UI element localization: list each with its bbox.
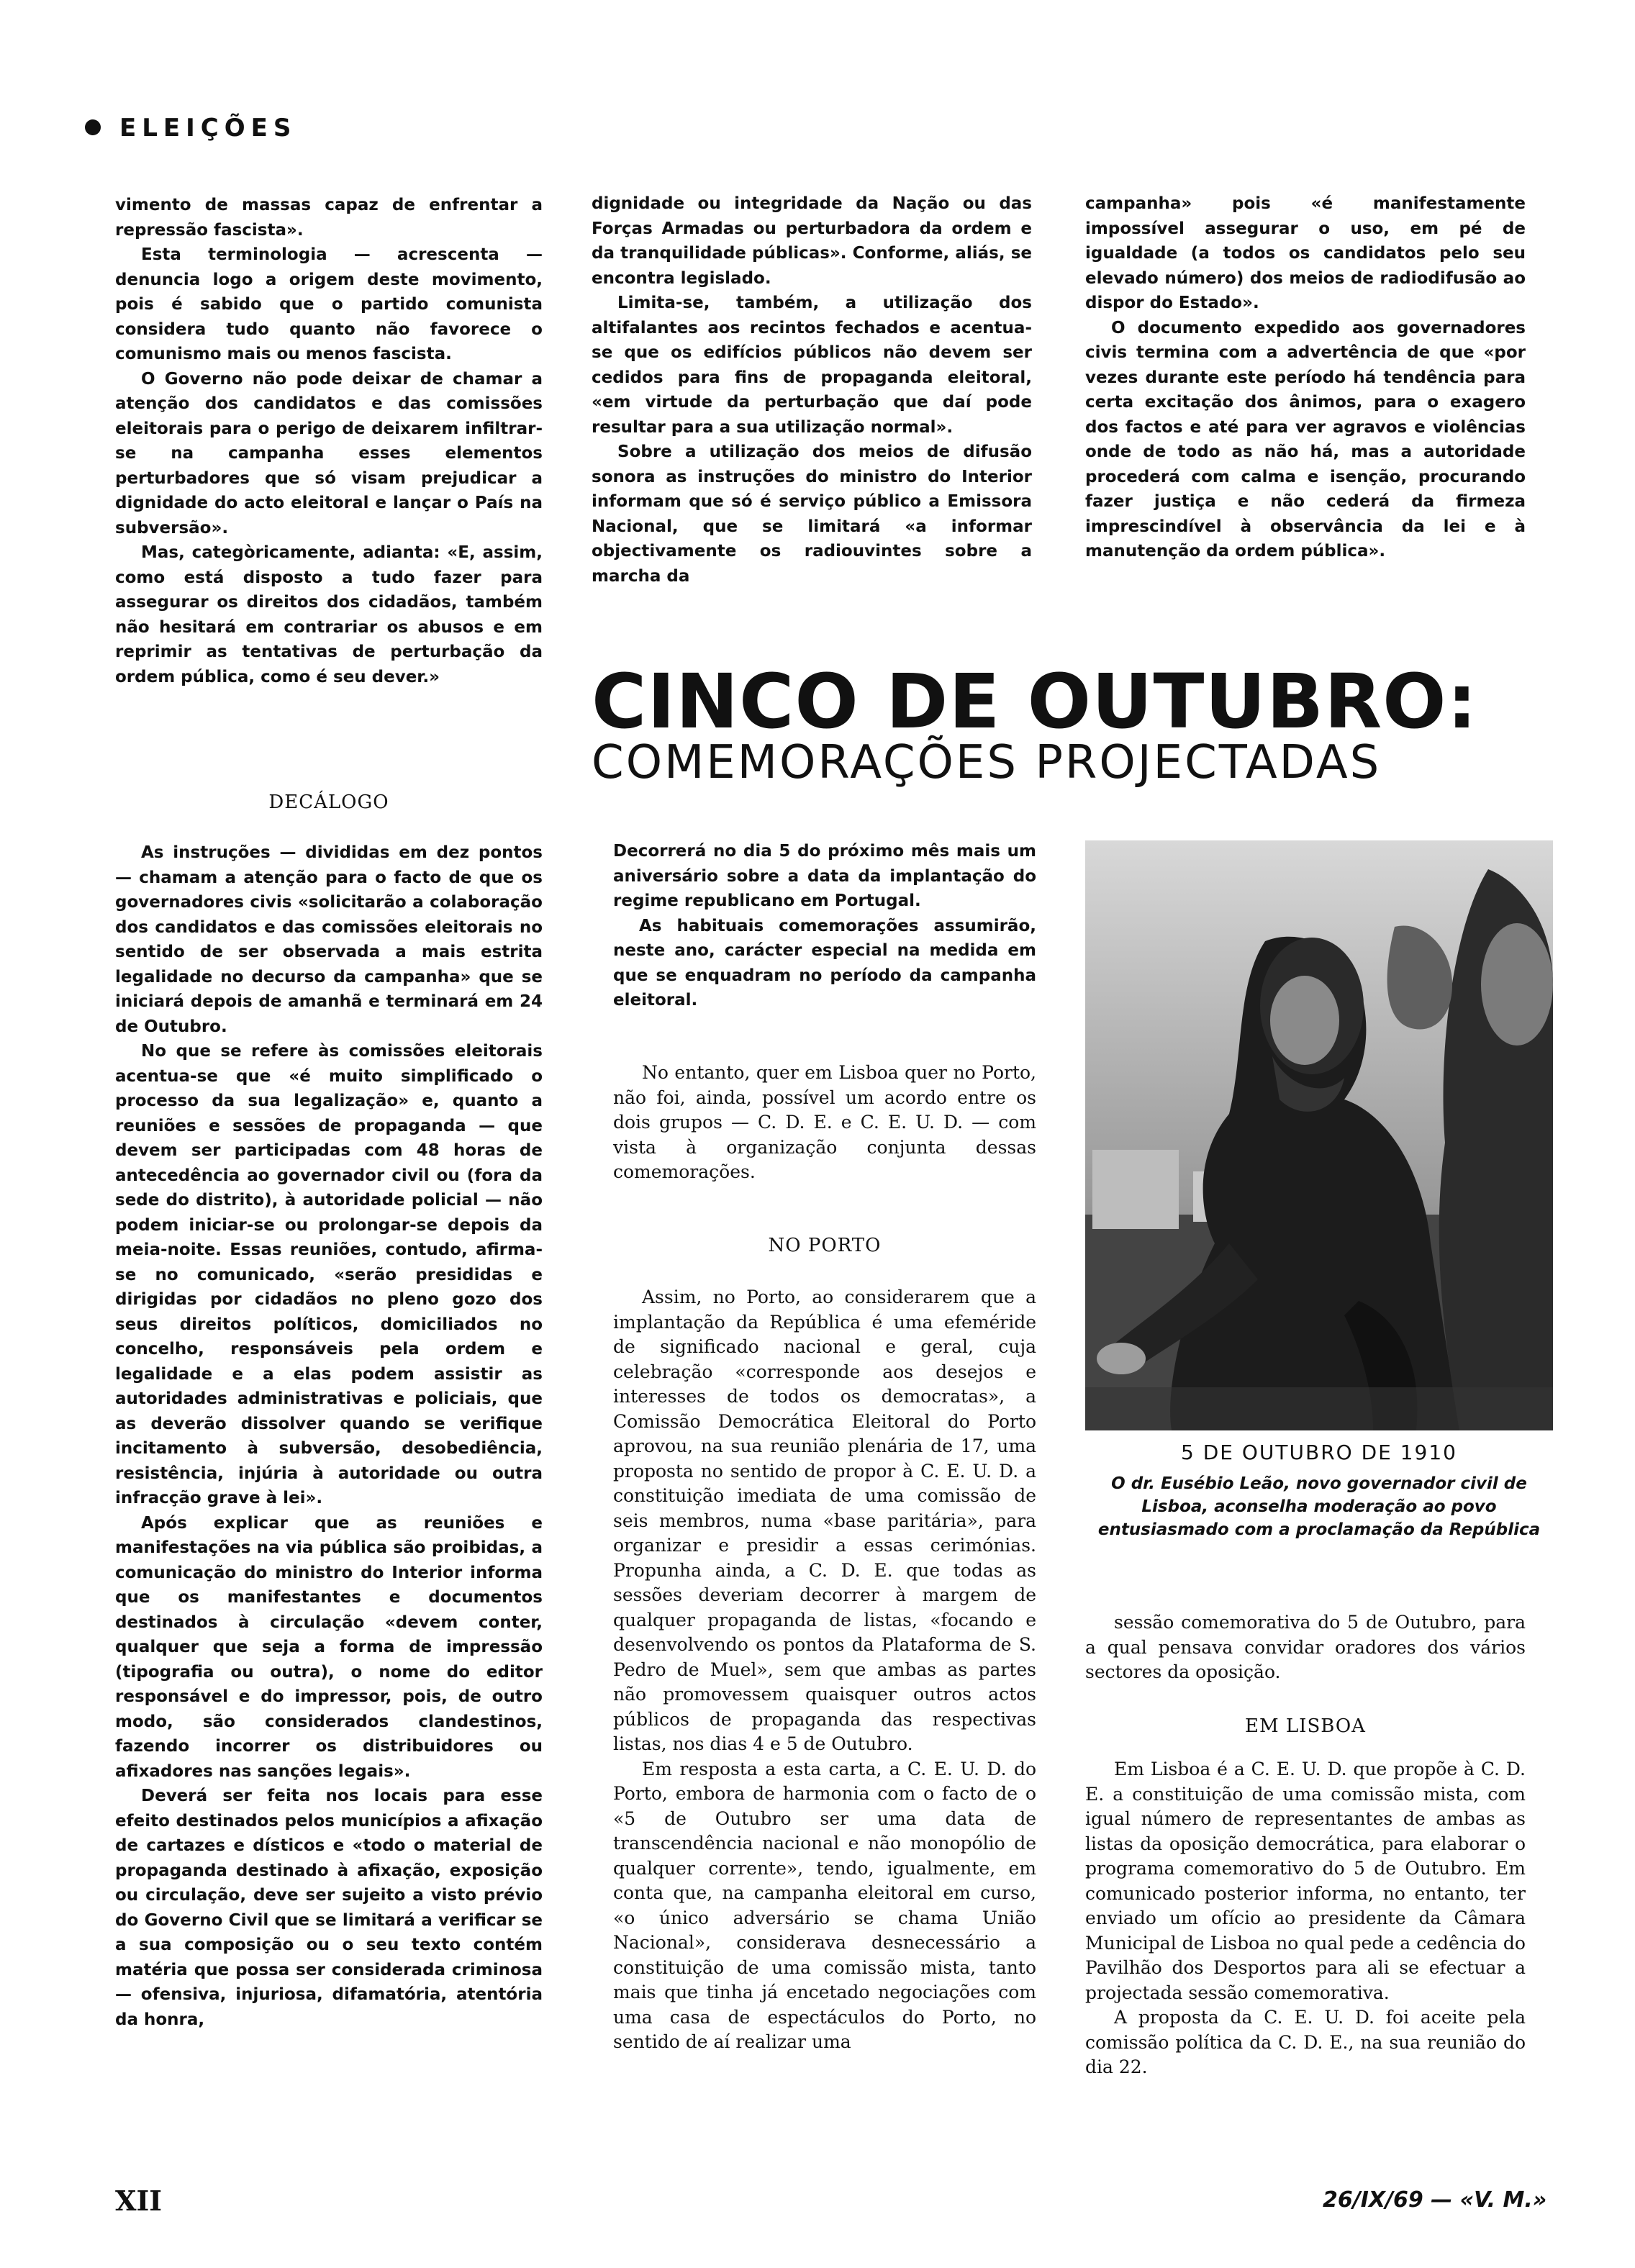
bullet-icon	[85, 119, 101, 135]
paragraph: O documento expedido aos governadores civis termina com a advertência de que «por vezes durante este período há tendência para certa excitação dos ânimos, para o exagero dos factos e até para ver agravos e violências onde de todo as não há, mas a autoridade procederá com calma e isenção, procurando fazer justiça e não cederá da firmeza imprescindível à observância da lei e à manutenção da ordem pública».	[1085, 318, 1526, 561]
headline-line2: COMEMORAÇÕES PROJECTADAS	[592, 736, 1382, 789]
column2-top	[592, 191, 1032, 589]
column1-bottom	[115, 840, 543, 2032]
subhead-lisboa: EM LISBOA	[1245, 1715, 1366, 1737]
headline-line1: CINCO DE OUTUBRO:	[592, 658, 1478, 745]
paragraph: As habituais comemorações assumirão, neste ano, carácter especial na medida em que se enquadram no período da campanha eleitoral.	[613, 916, 1036, 1010]
paragraph: A proposta da C. E. U. D. foi aceite pela comissão política da C. D. E., na sua reunião do dia 22.	[1085, 2007, 1526, 2077]
article-lead	[613, 839, 1036, 1013]
issue-mark: 26/IX/69 — «V. M.»	[1323, 2187, 1547, 2213]
column2-intro	[613, 1061, 1036, 1185]
paragraph: Sobre a utilização dos meios de difusão sonora as instruções do ministro do Interior informam que só é serviço público a Emissora Nacional, que se limitará «a informar objectivamente os radiouvintes sobre a marcha da	[592, 443, 1032, 586]
historical-photo	[1085, 840, 1553, 1430]
paragraph: Em resposta a esta carta, a C. E. U. D. do Porto, embora de harmonia com o facto de o «5 de Outubro ser uma data de transcendência nacional e não monopólio de qualquer corrente», tendo, igualmente, em conta que, na campanha eleitoral em curso, «o único adversário se chama União Nacional», considerava desnecessário a constituição de uma comissão mista, tanto mais que tinha já encetado negociações com uma casa de espectáculos do Porto, no sentido de aí realizar uma	[613, 1758, 1036, 2052]
paragraph: As instruções — divididas em dez pontos — chamam a atenção para o facto de que os governadores civis «solicitarão a colaboração dos candidatos e das comissões eleitorais no sentido de ser observada a mais estrita legalidade no decurso da campanha» que se iniciará depois de amanhã e terminará em 24 de Outubro.	[115, 843, 543, 1036]
subhead-decalogo: DECÁLOGO	[268, 791, 389, 813]
section-header	[85, 114, 296, 142]
paragraph: Mas, categòricamente, adianta: «E, assim, como está disposto a tudo fazer para assegurar os direitos dos cidadãos, também não hesitará em contrariar os abusos e em reprimir as tentativas de perturbação da ordem pública, como é seu dever.»	[115, 543, 543, 686]
column3-lisboa	[1085, 1757, 1526, 2080]
paragraph: Em Lisboa é a C. E. U. D. que propõe à C. D. E. a constituição de uma comissão mista, com igual número de representantes de ambas as listas da oposição democrática, para elaborar o programa comemorativo do 5 de Outubro. Em comunicado posterior informa, no entanto, ter enviado um ofício ao presidente da Câmara Municipal de Lisboa no qual pede a cedência do Pavilhão dos Desportos para ali se efectuar a projectada sessão comemorativa.	[1085, 1759, 1526, 2003]
column1-top	[115, 193, 543, 689]
photo-caption-title: 5 DE OUTUBRO DE 1910	[1180, 1441, 1457, 1464]
paragraph: No entanto, quer em Lisboa quer no Porto, não foi, ainda, possível um acordo entre os dois grupos — C. D. E. e C. E. U. D. — com vista à organização conjunta dessas comemorações.	[613, 1062, 1036, 1182]
paragraph: vimento de massas capaz de enfrentar a repressão fascista».	[115, 196, 543, 240]
paragraph: Após explicar que as reuniões e manifestações na via pública são proibidas, a comunicação do ministro do Interior informa que os manifestantes e documentos destinados à circulação «devem conter, qualquer que seja a forma de impressão (tipografia ou outra), o nome do editor responsável e do impressor, pois, de outro modo, são considerados clandestinos, fazendo incorrer os distribuidores ou afixadores nas sanções legais».	[115, 1513, 543, 1781]
paragraph: dignidade ou integridade da Nação ou das Forças Armadas ou perturbadora da ordem e da tranquilidade públicas». Conforme, aliás, se encontra legislado.	[592, 194, 1032, 288]
paragraph: Limita-se, também, a utilização dos altifalantes aos recintos fechados e acentua-se que os edifícios públicos não devem ser cedidos para fins de propaganda eleitoral, «em virtude da perturbação que daí pode resultar para a sua utilização normal».	[592, 294, 1032, 437]
paragraph: Decorrerá no dia 5 do próximo mês mais um aniversário sobre a data da implantação do regime republicano em Portugal.	[613, 842, 1036, 910]
page-folio: XII	[115, 2185, 163, 2217]
paragraph: Esta terminologia — acrescenta — denuncia logo a origem deste movimento, pois é sabido que o partido comunista considera tudo quanto não favorece o comunismo mais ou menos fascista.	[115, 245, 543, 363]
section-header-label: ELEIÇÕES	[119, 114, 297, 142]
paragraph: Deverá ser feita nos locais para esse efeito destinados pelos municípios a afixação de cartazes e dísticos e «todo o material de propaganda destinado à afixação, exposição ou circulação, deve ser sujeito a visto prévio do Governo Civil que se limitará a verificar se a sua composição ou o seu texto contém matéria que possa ser considerada criminosa — ofensiva, injuriosa, difamatória, atentória da honra,	[115, 1787, 543, 2029]
paragraph: campanha» pois «é manifestamente impossível assegurar o uso, em pé de igualdade (a todos os candidatos pelo seu elevado número) dos meios de radiodifusão ao dispor do Estado».	[1085, 194, 1526, 312]
paragraph: sessão comemorativa do 5 de Outubro, para a qual pensava convidar oradores dos vários sectores da oposição.	[1085, 1612, 1526, 1682]
column2-porto	[613, 1285, 1036, 2055]
column3-continuation	[1085, 1610, 1526, 1685]
paragraph: Assim, no Porto, ao considerarem que a implantação da República é uma efeméride de significado nacional e geral, cuja celebração «corresponde aos desejos e interesses de todos os democratas», a Comissão Democrática Eleitoral do Porto aprovou, na sua reunião plenária de 17, uma proposta no sentido de propor à C. E. U. D. a constituição imediata de uma comissão de seis membros, numa «base paritária», para organizar e presidir a essas cerimónias. Propunha ainda, a C. D. E. que todas as sessões deveriam decorrer à margem de qualquer propaganda de listas, «focando e desenvolvendo os pontos da Plataforma de S. Pedro de Muel», sem que ambas as partes não promovessem quaisquer outros actos públicos de propaganda das respectivas listas, nos dias 4 e 5 de Outubro.	[613, 1287, 1036, 1754]
photo-caption-text: O dr. Eusébio Leão, novo governador civil de Lisboa, aconselha moderação ao povo entusiasmado com a proclamação da República	[1097, 1474, 1541, 1539]
column3-top	[1085, 191, 1526, 564]
paragraph: No que se refere às comissões eleitorais acentua-se que «é muito simplificado o processo da sua legalização» e, quanto a reuniões e sessões de propaganda — que devem ser participadas com 48 horas de antecedência ao governador civil ou (fora da sede do distrito), à autoridade policial — não podem iniciar-se ou prolongar-se depois da meia-noite. Essas reuniões, contudo, afirma-se no comunicado, «serão presididas e dirigidas por cidadãos no pleno gozo dos seus direitos políticos, domiciliados no concelho, responsáveis pela ordem e legalidade e a elas podem assistir as autoridades administrativas e policiais, que as deverão dissolver quando se verifique incitamento à subversão, desobediência, resistência, injúria à autoridade ou outra infracção grave à lei».	[115, 1042, 543, 1507]
subhead-porto: NO PORTO	[768, 1235, 882, 1256]
photo-illustration	[1085, 840, 1553, 1430]
paragraph: O Governo não pode deixar de chamar a atenção dos candidatos e das comissões eleitorais para o perigo de deixarem infiltrar-se na campanha esses elementos perturbadores que só visam prejudicar a dignidade do acto eleitoral e lançar o País na subversão».	[115, 369, 543, 537]
